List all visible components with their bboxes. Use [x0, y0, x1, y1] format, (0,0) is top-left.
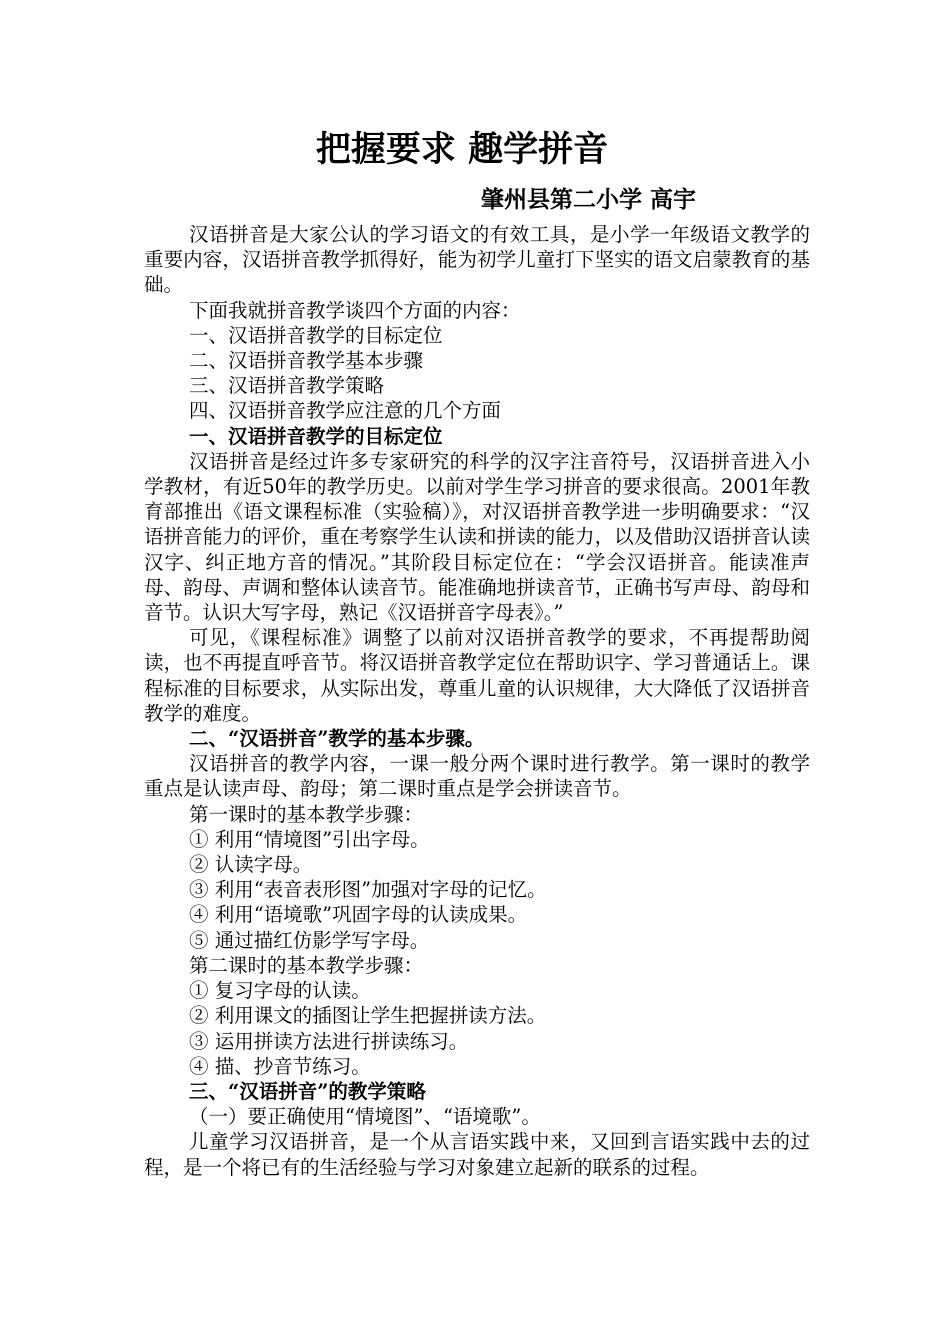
outline-item-3: 三、汉语拼音教学策略	[189, 374, 385, 398]
paragraph-section-2: 汉语拼音的教学内容，一课一般分两个课时进行教学。第一课时的教学重点是认读声母、韵母；第二课时重点是学会拼读音节。	[144, 752, 810, 801]
lesson-1-heading: 第一课时的基本教学步骤：	[189, 802, 424, 826]
section-heading-3: 三、“汉语拼音”的教学策略	[189, 1079, 426, 1103]
outline-item-4: 四、汉语拼音教学应注意的几个方面	[189, 399, 502, 423]
lesson-2-step-1: ① 复习字母的认读。	[189, 979, 371, 1003]
lesson-2-step-2: ② 利用课文的插图让学生把握拼读方法。	[189, 1004, 547, 1028]
outline-item-2: 二、汉语拼音教学基本步骤	[189, 349, 424, 373]
paragraph-intro: 汉语拼音是大家公认的学习语文的有效工具，是小学一年级语文教学的重要内容，汉语拼音教学抓得好，能为初学儿童打下坚实的语文启蒙教育的基础。	[144, 223, 810, 297]
document-title: 把握要求 趣学拼音	[315, 129, 609, 170]
lesson-2-step-4: ④ 描、抄音节练习。	[189, 1054, 371, 1078]
lesson-1-step-1: ① 利用“情境图”引出字母。	[189, 827, 430, 851]
paragraph-overview: 下面我就拼音教学谈四个方面的内容：	[189, 298, 521, 322]
lesson-1-step-4: ④ 利用“语境歌”巩固字母的认读成果。	[189, 903, 528, 927]
paragraph-section-1b: 可见，《课程标准》调整了以前对汉语拼音教学的要求，不再提帮助阅读，也不再提直呼音节。将汉语拼音教学定位在帮助识字、学习普通话上。课程标准的目标要求，从实际出发，尊重儿童的认识规律，大大降低了汉语拼音教学的难度。	[144, 626, 810, 725]
lesson-2-heading: 第二课时的基本教学步骤：	[189, 953, 424, 977]
section-heading-2: 二、“汉语拼音”教学的基本步骤。	[189, 727, 485, 751]
outline-item-1: 一、汉语拼音教学的目标定位	[189, 323, 443, 347]
section-heading-1: 一、汉语拼音教学的目标定位	[189, 424, 443, 448]
subsection-heading-3-1: （一）要正确使用“情境图”、“语境歌”。	[189, 1105, 541, 1129]
paragraph-section-3: 儿童学习汉语拼音，是一个从言语实践中来，又回到言语实践中去的过程，是一个将已有的生活经验与学习对象建立起新的联系的过程。	[144, 1130, 810, 1179]
document-body	[144, 222, 810, 1180]
lesson-2-step-3: ③ 运用拼读方法进行拼读练习。	[189, 1029, 469, 1053]
lesson-1-step-5: ⑤ 通过描红仿影学写字母。	[189, 928, 430, 952]
author-line: 肇州县第二小学 高宇	[481, 186, 697, 213]
lesson-1-step-3: ③ 利用“表音表形图”加强对字母的记忆。	[189, 878, 547, 902]
lesson-1-step-2: ② 认读字母。	[189, 853, 313, 877]
paragraph-section-1a: 汉语拼音是经过许多专家研究的科学的汉字注音符号，汉语拼音进入小学教材，有近50年的教学历史。以前对学生学习拼音的要求很高。2001年教育部推出《语文课程标准（实验稿）》，对汉语拼音教学进一步明确要求：“汉语拼音能力的评价，重在考察学生认读和拼读的能力，以及借助汉语拼音认读汉字、纠正地方音的情况。”其阶段目标定位在：“学会汉语拼音。能读准声母、韵母、声调和整体认读音节。能准确地拼读音节，正确书写声母、韵母和音节。认识大写字母，熟记《汉语拼音字母表》。”	[144, 449, 810, 625]
